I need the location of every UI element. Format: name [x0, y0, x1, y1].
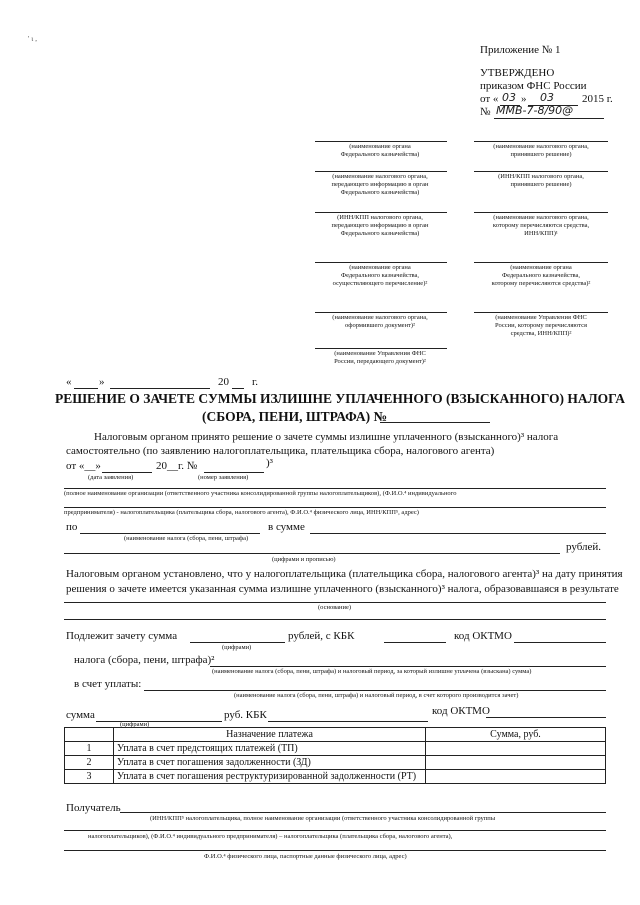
established-paragraph-line1: Налоговым органом установлено, что у налогоплательщика (плательщика сбора, налогового агента)³ на дату принятия — [66, 568, 623, 580]
row-sum — [426, 742, 606, 756]
ufns-sender-caption: (наименование Управления ФНС России, передающего документ)² — [334, 350, 426, 365]
figures-words-caption: (цифрами и прописью) — [272, 556, 336, 563]
row-purpose: Уплата в счет погашения реструктуризированной задолженности (РТ) — [114, 770, 426, 784]
decision-tax-organ-caption: (наименование налогового органа, принявшего решение) — [493, 143, 589, 158]
row-number: 2 — [65, 756, 114, 770]
recipient-caption-3: Ф.И.О.⁴ физического лица, паспортные данные физического лица, адрес) — [204, 853, 407, 860]
recipient-tax-organ-caption: (наименование налогового органа, которому перечисляются средства, ИНН/КПП)¹ — [492, 214, 590, 237]
table-row — [65, 742, 606, 756]
decision-paragraph-line1: Налоговым органом принято решение о зачете суммы излишне уплаченного (взысканного)³ налога — [94, 431, 559, 443]
in-sum-label: в сумме — [268, 521, 305, 533]
document-title-line1: РЕШЕНИЕ О ЗАЧЕТЕ СУММЫ ИЗЛИШНЕ УПЛАЧЕННОГО (ВЗЫСКАННОГО) НАЛОГА — [54, 391, 626, 406]
oktmo-label: код ОКТМО — [454, 630, 512, 642]
sender-inn-kpp-caption: (ИНН/КПП налогового органа, передающего информацию в орган Федерального казначейства) — [331, 214, 429, 237]
table-header-cell — [65, 728, 114, 742]
table-header-cell: Сумма, руб. — [426, 728, 606, 742]
offset-sum-label: Подлежит зачету сумма — [66, 630, 178, 642]
row-purpose: Уплата в счет предстоящих платежей (ТП) — [114, 742, 426, 756]
application-number-caption: (номер заявления) — [198, 474, 249, 481]
rub-kbk-label-2: руб. КБК — [224, 709, 267, 721]
tax-period-caption-2: (наименование налога (сбора, пени, штрафа) и налоговый период, в счет которого производится зачет) — [234, 692, 519, 699]
order-date-prefix: от « — [480, 93, 499, 105]
recipient-caption-1: (ИНН/КПП⁵ налогоплательщика, полное наименование организации (ответственного участника консолидированной группы — [150, 815, 496, 822]
figures-caption-2: (цифрами) — [120, 721, 150, 728]
tax-period-caption: (наименование налога (сбора, пени, штрафа) и налоговый период, за который излишне уплачена (взыскана) сумма) — [212, 668, 532, 675]
order-number-prefix: № — [480, 106, 491, 118]
payment-label: в счет уплаты: — [74, 678, 142, 690]
established-paragraph-line2: решения о зачете имеется указанная сумма излишне уплаченного (взысканного)³ налога, образовавшаяся в результате — [66, 583, 619, 595]
application-close: )³ — [266, 457, 273, 469]
table-header-cell: Назначение платежа — [114, 728, 426, 742]
table-row — [65, 756, 606, 770]
rubles-label: рублей. — [566, 541, 602, 553]
order-date-month: 03 — [540, 91, 554, 104]
scan-marks: ' ɩ , — [28, 34, 37, 43]
row-purpose: Уплата в счет погашения задолженности (ЗД) — [114, 756, 426, 770]
taxpayer-caption-2: предпринимателя) - налогоплательщика (плательщика сбора, налогового агента), Ф.И.О.⁴ физического лица, ИНН/КПП⁵, адрес) — [64, 509, 419, 516]
figures-caption: (цифрами) — [222, 644, 252, 651]
order-label: приказом ФНС России — [480, 80, 587, 92]
application-date-caption: (дата заявления) — [88, 474, 134, 481]
application-year: 20__г. № — [156, 460, 198, 472]
taxpayer-caption-1: (полное наименование организации (ответственного участника консолидированной группы налогоплательщиков), (Ф.И.О.⁴ индивидуального — [64, 490, 457, 497]
ufns-recipient-caption: (наименование Управления ФНС России, которому перечисляются средства, ИНН/КПП)² — [495, 314, 587, 337]
document-title-line2: (СБОРА, ПЕНИ, ШТРАФА) № — [202, 409, 388, 424]
decision-paragraph-line2: самостоятельно (по заявлению налогоплательщика, плательщика сбора, налогового агента) — [66, 445, 495, 457]
order-number: ММВ-7-8/90@ — [496, 104, 574, 117]
order-date-day: 03 — [502, 91, 516, 104]
decision-inn-kpp-caption: (ИНН/КПП налогового органа, принявшего решение) — [498, 173, 584, 188]
row-number: 1 — [65, 742, 114, 756]
row-sum — [426, 770, 606, 784]
tax-fee-label: налога (сбора, пени, штрафа)² — [74, 654, 215, 666]
table-row — [65, 770, 606, 784]
fk-recipient-caption: (наименование органа Федерального казначейства, которому перечисляются средства)² — [491, 264, 591, 287]
row-sum — [426, 756, 606, 770]
order-date-mid: » — [521, 93, 527, 105]
recipient-label: Получатель — [66, 802, 121, 814]
order-date-year: 2015 г. — [582, 93, 613, 105]
tax-name-caption: (наименование налога (сбора, пени, штрафа) — [124, 535, 249, 542]
fk-transfer-caption: (наименование органа Федерального казначейства, осуществляющего перечисление)² — [332, 264, 428, 287]
application-date-prefix: от «__» — [66, 460, 101, 472]
oktmo-label-2: код ОКТМО — [432, 705, 490, 717]
approved-label: УТВЕРЖДЕНО — [480, 67, 555, 79]
sender-tax-organ-caption: (наименование налогового органа, передающего информацию в орган Федерального казначейства) — [331, 173, 429, 196]
recipient-caption-2: налогоплательщиков), (Ф.И.О.⁴ индивидуального предпринимателя) – налогоплательщика (плательщика сбора, налогового агента), — [88, 833, 453, 840]
issuer-tax-organ-caption: (наименование налогового органа, оформившего документ)² — [332, 314, 428, 329]
reason-caption: (основание) — [318, 604, 352, 611]
payment-table — [64, 727, 606, 784]
sum-label: сумма — [66, 709, 95, 721]
appendix-label: Приложение № 1 — [480, 44, 561, 56]
fk-name-caption: (наименование органа Федерального казначейства) — [340, 143, 420, 158]
table-header-row — [65, 728, 606, 742]
rub-kbk-label: рублей, с КБК — [288, 630, 355, 642]
row-number: 3 — [65, 770, 114, 784]
po-label: по — [66, 521, 78, 533]
